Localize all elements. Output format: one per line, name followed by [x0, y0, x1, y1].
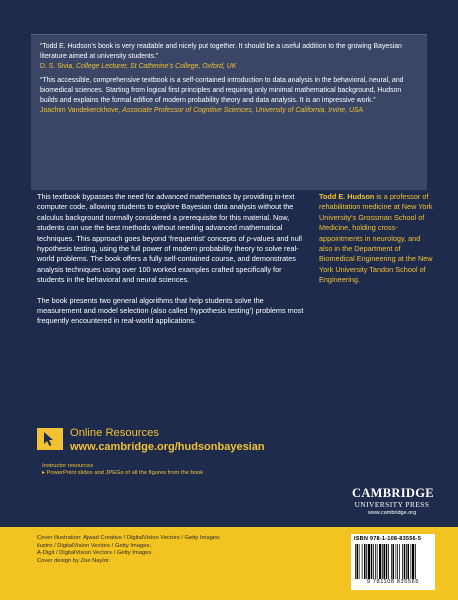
reviewer-role-2: Associate Professor of Cognitive Sciences, University of California, Irvine, USA	[122, 106, 364, 114]
author-bio-text: is a professor of rehabilitation medicine at New York University’s Grossman School of Medicine, holding cross-appointments in neurology, and also in the Department of Biomedical Engineering at the New York University Tandon School of Engineering.	[319, 192, 433, 285]
review-attribution-2: Joachim Vandekerckhove, Associate Professor of Cognitive Sciences, University of California, Irvine, USA	[40, 106, 364, 114]
description-p1-italic: p	[246, 233, 251, 243]
review-attribution-1: D. S. Sivia, College Lecturer, St Catherine’s College, Oxford, UK	[40, 62, 237, 70]
publisher-press: UNIVERSITY PRESS	[354, 500, 430, 509]
mouse-icon	[37, 428, 63, 450]
reviewer-name-1: D. S. Sivia	[40, 62, 73, 70]
credit-line: Cover design by Zoe Naylor.	[37, 557, 111, 564]
reviewer-name-2: Joachim Vandekerckhove	[40, 106, 119, 114]
publisher-url[interactable]: www.cambridge.org	[367, 510, 417, 516]
publisher-name: CAMBRIDGE	[352, 486, 434, 500]
isbn-label: ISBN 978-1-108-83556-5	[354, 536, 422, 542]
publisher-logo	[352, 487, 432, 517]
description-p1-part-b: -values and null hypothesis testing, using the full power of modern probability theory to solve real-world problems. The book offers a fully self-contained course, and demonstrates analysis techniques using over 100 worked examples crafted specifically for students in the behavioral and neural sciences.	[37, 233, 302, 285]
credit-line: A-Digit / DigitalVision Vectors / Getty Images.	[37, 550, 153, 557]
book-description	[37, 192, 309, 337]
credit-line: ilustro / DigitalVision Vectors / Getty Images;	[37, 542, 151, 549]
barcode-icon	[355, 544, 431, 579]
review-quote-1: “Todd E. Hudson’s book is very readable and nicely put together. It should be a useful addition to the growing Bayesian literature aimed at university students.”	[40, 43, 402, 60]
online-resources-link[interactable]: www.cambridge.org/hudsonbayesian	[70, 441, 265, 453]
description-paragraph-1	[37, 192, 309, 286]
reviewer-role-1: College Lecturer, St Catherine’s College, Oxford, UK	[76, 62, 237, 70]
barcode-digits: 9 781108 835565	[366, 579, 420, 585]
credit-line: Cover illustration: Ajwad Creative / DigitalVision Vectors / Getty Images;	[37, 535, 221, 541]
instructor-resources-item	[42, 470, 203, 476]
instructor-resources-label: Instructor resources	[42, 463, 94, 469]
bullet-icon: ▸	[42, 470, 47, 476]
instructor-resources-item-text: PowerPoint slides and JPEGs of all the figures from the book	[46, 470, 204, 476]
author-bio	[319, 192, 435, 286]
author-name: Todd E. Hudson	[319, 192, 375, 201]
reviews-box	[31, 34, 427, 190]
description-p1-part-a: This textbook bypasses the need for advanced mathematics by providing in-text computer code, allowing students to explore Bayesian data analysis without the calculus background normally considered a prerequisite for this material. Now, students can use the best methods without needing advanced mathematical techniques. This approach goes beyond ‘frequentist’ concepts of	[37, 192, 295, 243]
review-quote-2: “This accessible, comprehensive textbook is a self-contained introduction to data analysis in the behavioral, neural, and biomedical sciences. Starting from logical first principles and requiring only minimal mathematical background, Hudson builds and explains the formal edifice of modern probability theory and data analysis. It is an impressive work.”	[40, 77, 404, 104]
online-resources-title: Online Resources	[70, 427, 159, 439]
isbn-barcode-box	[351, 534, 435, 590]
description-paragraph-2: The book presents two general algorithms that help students solve the measurement and model selection (also called ‘hypothesis testing’) problems most frequently encountered in real-world applications.	[37, 295, 304, 326]
cover-credits	[37, 535, 221, 565]
